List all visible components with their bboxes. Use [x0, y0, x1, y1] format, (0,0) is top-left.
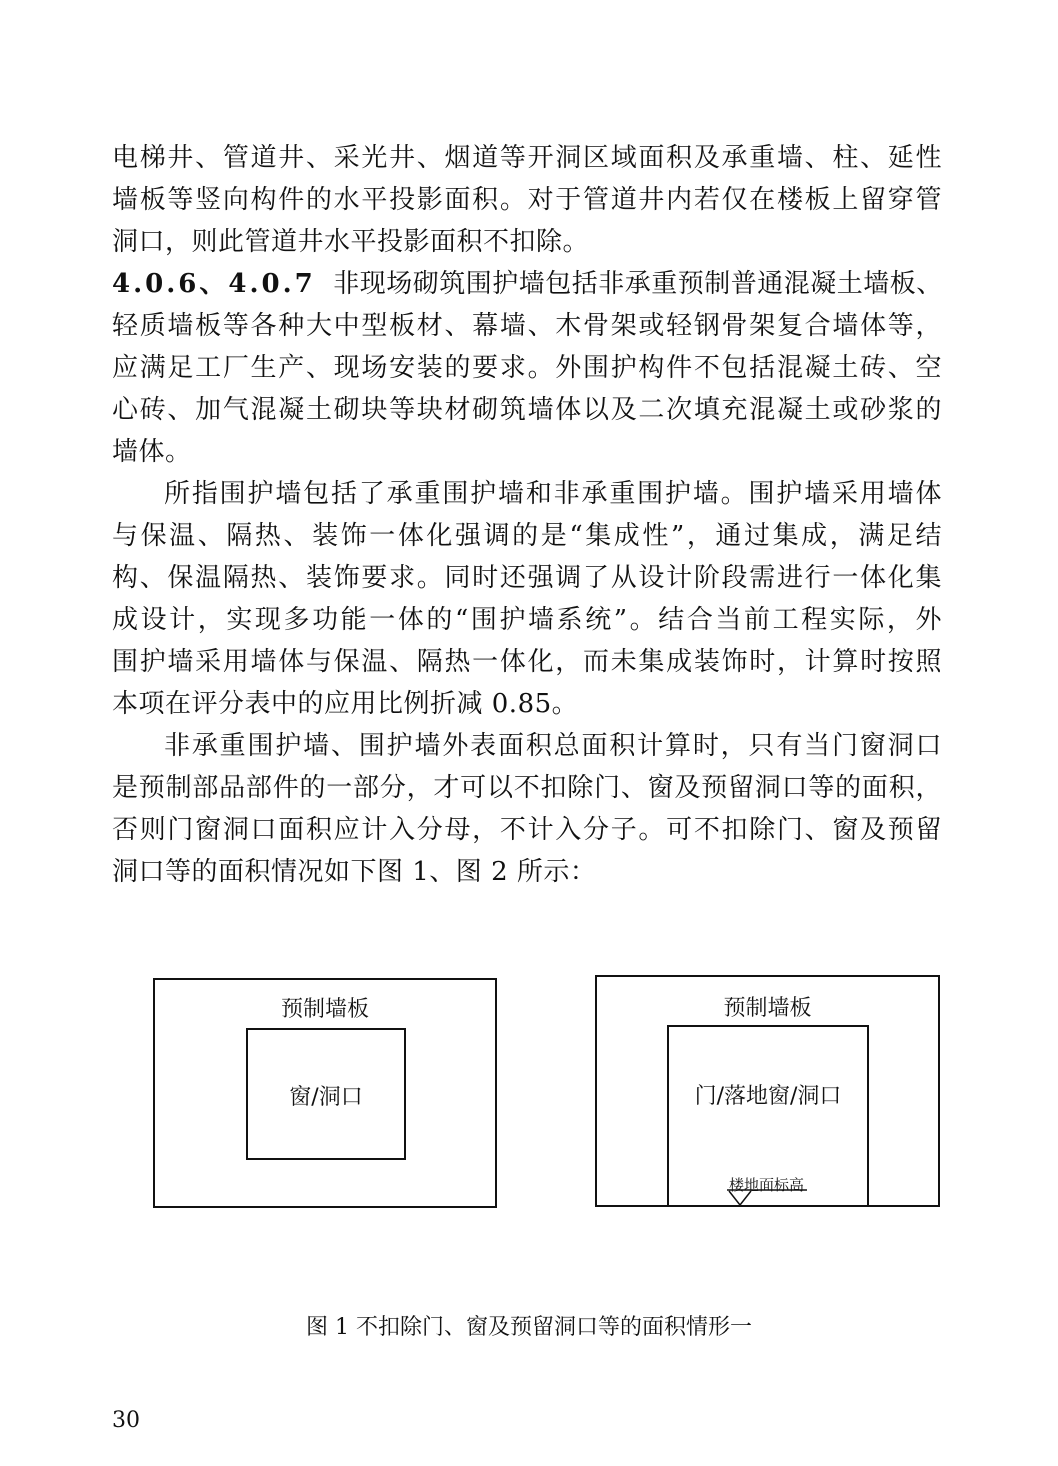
figure-right-wall-panel: [595, 975, 940, 1207]
figure-caption: 图 1 不扣除门、窗及预留洞口等的面积情形一: [306, 1315, 752, 1340]
paragraph2-line4: 心砖、加气混凝土砌块等块材砌筑墙体以及二次填充混凝土或砂浆的: [112, 395, 942, 425]
paragraph2-line1: [112, 264, 942, 304]
figure-left-inner-label: 窗/洞口: [289, 1085, 363, 1110]
clause-number: 4.0.6、4.0.7: [112, 269, 316, 299]
paragraph1-line2: 墙板等竖向构件的水平投影面积。对于管道井内若仅在楼板上留穿管: [112, 185, 942, 215]
paragraph2-line3: 应满足工厂生产、现场安装的要求。外围护构件不包括混凝土砖、空: [112, 353, 942, 383]
paragraph2-line5: 墙体。: [112, 437, 192, 467]
paragraph3-line2: 与保温、隔热、装饰一体化强调的是“集成性”，通过集成，满足结: [112, 521, 942, 551]
paragraph3-line3: 构、保温隔热、装饰要求。同时还强调了从设计阶段需进行一体化集: [112, 563, 942, 593]
figure-right-inner-label: 门/落地窗/洞口: [694, 1084, 842, 1109]
paragraph4-line1: 非承重围护墙、围护墙外表面积总面积计算时，只有当门窗洞口: [164, 731, 942, 761]
paragraph4-line2: 是预制部品部件的一部分，才可以不扣除门、窗及预留洞口等的面积，: [112, 773, 942, 803]
figure-right-outer-label: 预制墙板: [723, 996, 812, 1021]
paragraph2-line2: 轻质墙板等各种大中型板材、幕墙、木骨架或轻钢骨架复合墙体等，: [112, 311, 942, 341]
figure-left-wall-panel: [153, 978, 497, 1208]
paragraph3-line1: 所指围护墙包括了承重围护墙和非承重围护墙。围护墙采用墙体: [164, 479, 942, 509]
paragraph3-line5: 围护墙采用墙体与保温、隔热一体化，而未集成装饰时，计算时按照: [112, 647, 942, 677]
paragraph1-line3: 洞口，则此管道井水平投影面积不扣除。: [112, 227, 590, 257]
paragraph3-line4: 成设计，实现多功能一体的“围护墙系统”。结合当前工程实际，外: [112, 605, 942, 635]
paragraph3-line6: 本项在评分表中的应用比例折减 0.85。: [112, 689, 579, 719]
floor-elevation-label: 楼地面标高: [729, 1176, 805, 1194]
figure-left-outer-label: 预制墙板: [280, 997, 369, 1022]
figure-right-door-opening: [667, 1025, 869, 1207]
paragraph4-line4: 洞口等的面积情况如下图 1、图 2 所示：: [112, 857, 597, 887]
paragraph4-line3: 否则门窗洞口面积应计入分母，不计入分子。可不扣除门、窗及预留: [112, 815, 942, 845]
page-number: 30: [112, 1408, 140, 1433]
clause-first-line: 非现场砌筑围护墙包括非承重预制普通混凝土墙板、: [333, 269, 943, 299]
paragraph1-line1: 电梯井、管道井、采光井、烟道等开洞区域面积及承重墙、柱、延性: [112, 143, 942, 173]
figure-left-window-opening: [246, 1028, 406, 1160]
elevation-marker-icon: [727, 1189, 809, 1207]
